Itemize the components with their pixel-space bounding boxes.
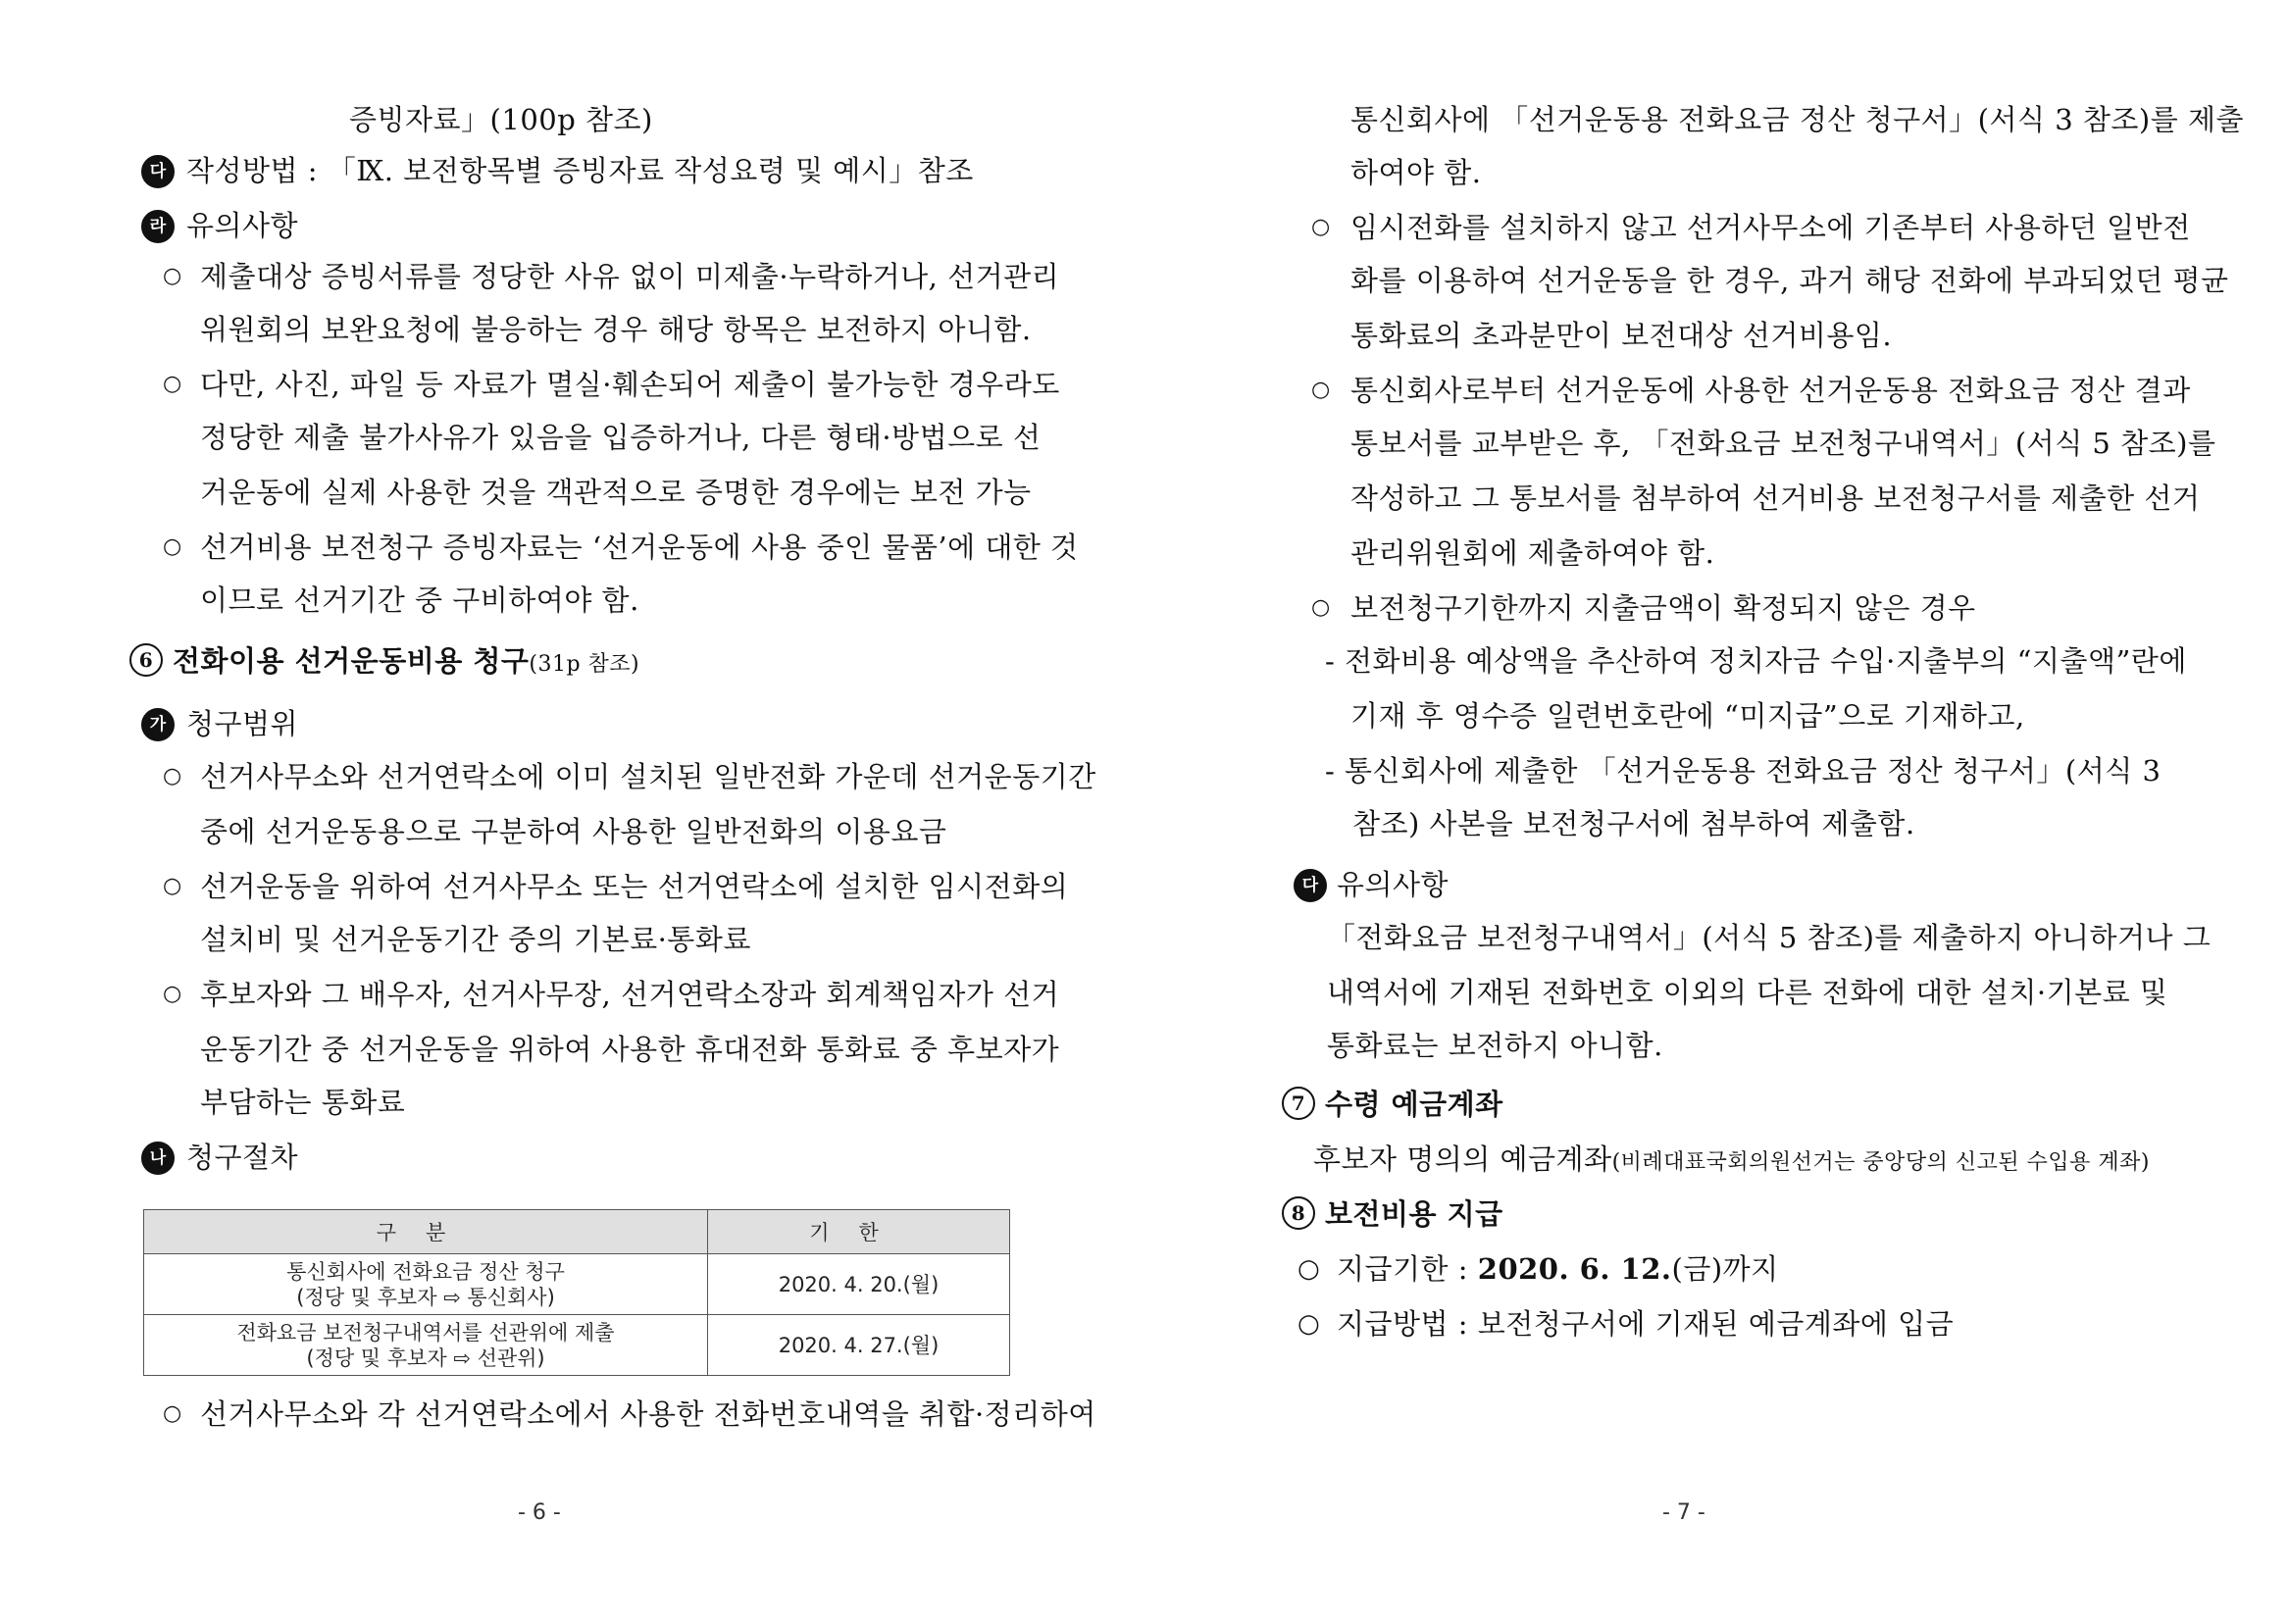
note-2a: 다만, 사진, 파일 등 자료가 멸실·훼손되어 제출이 불가능한 경우라도 <box>200 368 1060 401</box>
claim-procedure-heading: 청구절차 <box>186 1141 299 1174</box>
bullet-icon: ○ <box>163 982 182 1006</box>
writing-method: 작성방법 : 「Ⅸ. 보전항목별 증빙자료 작성요령 및 예시」참조 <box>186 154 974 187</box>
note-2b: 정당한 제출 불가사유가 있음을 입증하거나, 다른 형태·방법으로 선 <box>200 421 1042 454</box>
bullet-icon: ○ <box>1311 595 1331 620</box>
dash-item-2b: 참조) 사본을 보전청구서에 첨부하여 제출함. <box>1352 807 1915 840</box>
note-g2: 내역서에 기재된 전화번호 이외의 다른 전화에 대한 설치·기본료 및 <box>1327 976 2168 1009</box>
bullet-icon: ○ <box>163 264 182 288</box>
note-3b: 이므로 선거기간 중 구비하여야 함. <box>200 584 639 617</box>
table-header-category: 구분 <box>144 1210 708 1254</box>
bullet-icon: ○ <box>1297 1254 1320 1284</box>
note-g1: 「전화요금 보전청구내역서」(서식 5 참조)를 제출하지 아니하거나 그 <box>1327 921 2212 954</box>
notes-heading: 유의사항 <box>1337 868 1450 901</box>
procedure-note-1: 선거사무소와 각 선거연락소에서 사용한 전화번호내역을 취합·정리하여 <box>200 1397 1096 1431</box>
note-e2d: 관리위원회에 제출하여야 함. <box>1350 536 1715 570</box>
table-row <box>144 1254 1010 1315</box>
section-7-number: 7 <box>1282 1087 1315 1120</box>
section-8-number: 8 <box>1282 1196 1315 1230</box>
ra-mark: 라 <box>141 210 175 243</box>
page-number: - 6 - <box>518 1500 561 1525</box>
table-cell: 2020. 4. 27.(월) <box>708 1315 1010 1376</box>
dash-item-1a: - 전화비용 예상액을 추산하여 정치자금 수입·지출부의 “지출액”란에 <box>1325 644 2187 678</box>
account-text: 후보자 명의의 예금계좌(비례대표국회의원선거는 중앙당의 신고된 수입용 계좌) <box>1313 1142 2151 1176</box>
payment-method: 지급방법 : 보전청구서에 기재된 예금계좌에 입금 <box>1337 1307 1955 1341</box>
bullet-icon: ○ <box>1297 1309 1320 1339</box>
table-row <box>144 1315 1010 1376</box>
continued-text-2: 하여야 함. <box>1350 156 1482 189</box>
table-cell: 통신회사에 전화요금 정산 청구 (정당 및 후보자 ⇨ 통신회사) <box>144 1254 708 1315</box>
ga-mark: 가 <box>141 708 175 741</box>
section-8-heading: 8 보전비용 지급 <box>1282 1194 1503 1234</box>
da-mark: 다 <box>141 155 175 188</box>
note-e3: 보전청구기한까지 지출금액이 확정되지 않은 경우 <box>1350 591 1976 625</box>
note-1b: 위원회의 보완요청에 불응하는 경우 해당 항목은 보전하지 아니함. <box>200 313 1032 346</box>
continued-text-1: 통신회사에 「선거운동용 전화요금 정산 청구서」(서식 3 참조)를 제출 <box>1350 103 2244 136</box>
notes-heading: 유의사항 <box>186 209 299 242</box>
table-cell: 2020. 4. 20.(월) <box>708 1254 1010 1315</box>
note-e2c: 작성하고 그 통보서를 첨부하여 선거비용 보전청구서를 제출한 선거 <box>1350 482 2201 515</box>
da-mark: 다 <box>1294 869 1327 902</box>
note-e2a: 통신회사로부터 선거운동에 사용한 선거운동용 전화요금 정산 결과 <box>1350 374 2191 407</box>
section-7-heading: 7 수령 예금계좌 <box>1282 1085 1503 1124</box>
claim-procedure-table <box>143 1209 1010 1376</box>
section-6-heading: 6 전화이용 선거운동비용 청구(31p 참조) <box>129 641 639 685</box>
continued-text: 증빙자료」(100p 참조) <box>349 103 653 136</box>
right-page <box>1144 0 2289 1624</box>
page-number: - 7 - <box>1662 1500 1705 1525</box>
note-1a: 제출대상 증빙서류를 정당한 사유 없이 미제출·누락하거나, 선거관리 <box>200 260 1060 293</box>
bullet-icon: ○ <box>163 372 182 396</box>
left-page <box>0 0 1144 1624</box>
dash-item-1b: 기재 후 영수증 일련번호란에 “미지급”으로 기재하고, <box>1350 699 2025 733</box>
note-e1a: 임시전화를 설치하지 않고 선거사무소에 기존부터 사용하던 일반전 <box>1350 211 2191 244</box>
note-3a: 선거비용 보전청구 증빙자료는 ‘선거운동에 사용 중인 물품’에 대한 것 <box>200 531 1079 564</box>
bullet-icon: ○ <box>163 1401 182 1426</box>
bullet-icon: ○ <box>1311 378 1331 402</box>
dash-item-2a: - 통신회사에 제출한 「선거운동용 전화요금 정산 청구서」(서식 3 <box>1325 754 2162 787</box>
section-6-number: 6 <box>129 643 163 677</box>
scope-1b: 중에 선거운동용으로 구분하여 사용한 일반전화의 이용요금 <box>200 815 947 848</box>
bullet-icon: ○ <box>163 874 182 898</box>
payment-deadline: 지급기한 : 2020. 6. 12.(금)까지 <box>1337 1252 1779 1286</box>
table-cell: 전화요금 보전청구내역서를 선관위에 제출 (정당 및 후보자 ⇨ 선관위) <box>144 1315 708 1376</box>
scope-2a: 선거운동을 위하여 선거사무소 또는 선거연락소에 설치한 임시전화의 <box>200 870 1069 903</box>
bullet-icon: ○ <box>163 764 182 788</box>
bullet-icon: ○ <box>163 534 182 559</box>
scope-1a: 선거사무소와 선거연락소에 이미 설치된 일반전화 가운데 선거운동기간 <box>200 760 1096 793</box>
note-e1c: 통화료의 초과분만이 보전대상 선거비용임. <box>1350 319 1893 352</box>
scope-3b: 운동기간 중 선거운동을 위하여 사용한 휴대전화 통화료 중 후보자가 <box>200 1033 1060 1066</box>
note-e1b: 화를 이용하여 선거운동을 한 경우, 과거 해당 전화에 부과되었던 평균 <box>1350 264 2229 297</box>
claim-scope-heading: 청구범위 <box>186 707 299 740</box>
scope-3a: 후보자와 그 배우자, 선거사무장, 선거연락소장과 회계책임자가 선거 <box>200 978 1060 1011</box>
bullet-icon: ○ <box>1311 215 1331 239</box>
na-mark: 나 <box>141 1142 175 1175</box>
note-e2b: 통보서를 교부받은 후, 「전화요금 보전청구내역서」(서식 5 참조)를 <box>1350 427 2216 460</box>
note-g3: 통화료는 보전하지 아니함. <box>1327 1029 1663 1062</box>
table-header-row <box>144 1210 1010 1254</box>
note-2c: 거운동에 실제 사용한 것을 객관적으로 증명한 경우에는 보전 가능 <box>200 476 1032 509</box>
table-header-deadline: 기한 <box>708 1210 1010 1254</box>
scope-3c: 부담하는 통화료 <box>200 1086 406 1119</box>
scope-2b: 설치비 및 선거운동기간 중의 기본료·통화료 <box>200 923 751 956</box>
